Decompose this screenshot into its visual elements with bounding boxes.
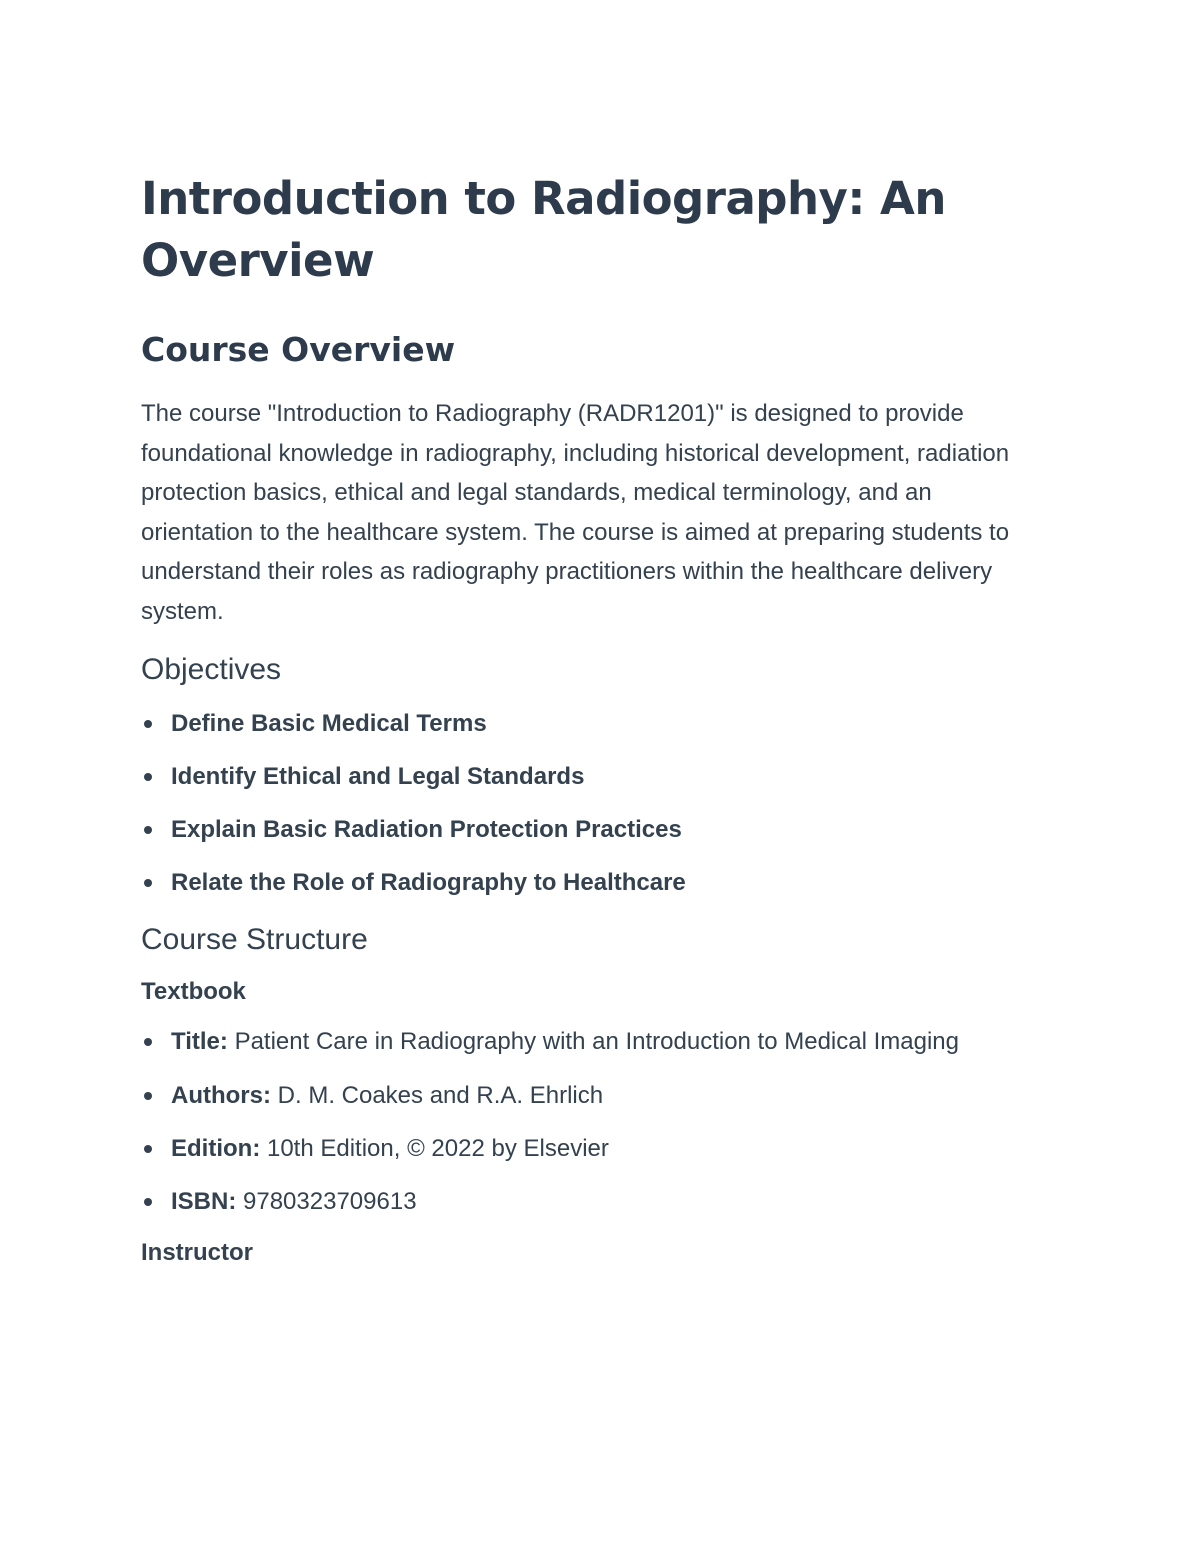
objective-text: Explain Basic Radiation Protection Practices	[171, 815, 682, 843]
list-item	[141, 863, 1021, 903]
list-item	[141, 1129, 1021, 1169]
textbook-title-label: Title:	[171, 1028, 228, 1056]
bullet-icon	[144, 1198, 152, 1206]
objective-text: Identify Ethical and Legal Standards	[171, 762, 585, 790]
textbook-list	[141, 1022, 1021, 1221]
textbook-authors-value: D. M. Coakes and R.A. Ehrlich	[277, 1081, 604, 1109]
textbook-isbn-value: 9780323709613	[243, 1187, 417, 1215]
list-item	[141, 757, 1021, 797]
objectives-list	[141, 704, 1021, 903]
list-item	[141, 1182, 1021, 1222]
course-overview-paragraph: The course "Introduction to Radiography (RADR1201)" is designed to provide foundational knowledge in radiography, including historical development, radiation protection basics, ethical and legal standards, medical terminology, and an orientation to the healthcare system. The course is aimed at preparing students to understand their roles as radiography practitioners within the healthcare delivery system.	[141, 400, 1010, 625]
bullet-icon	[144, 773, 152, 781]
instructor-heading: Instructor	[141, 1239, 254, 1267]
bullet-icon	[144, 1145, 152, 1153]
list-item	[141, 810, 1021, 850]
list-item	[141, 1076, 1021, 1116]
course-overview-heading: Course Overview	[141, 330, 456, 369]
textbook-isbn-label: ISBN:	[171, 1187, 237, 1215]
page-title: Introduction to Radiography: An Overview	[141, 172, 946, 287]
document-page	[141, 168, 1021, 1269]
bullet-icon	[144, 720, 152, 728]
bullet-icon	[144, 1038, 152, 1046]
objective-text: Relate the Role of Radiography to Healthcare	[171, 868, 686, 896]
list-item	[141, 704, 1021, 744]
textbook-edition-value: 10th Edition, © 2022 by Elsevier	[266, 1134, 609, 1162]
bullet-icon	[144, 1092, 152, 1100]
objective-text: Define Basic Medical Terms	[171, 709, 487, 737]
bullet-icon	[144, 879, 152, 887]
textbook-authors-label: Authors:	[171, 1081, 271, 1109]
textbook-heading: Textbook	[141, 978, 246, 1006]
list-item	[141, 1022, 1021, 1062]
objectives-heading: Objectives	[141, 652, 282, 686]
bullet-icon	[144, 826, 152, 834]
course-structure-heading: Course Structure	[141, 923, 368, 957]
textbook-title-value: Patient Care in Radiography with an Introduction to Medical Imaging	[234, 1028, 959, 1056]
textbook-edition-label: Edition:	[171, 1134, 261, 1162]
